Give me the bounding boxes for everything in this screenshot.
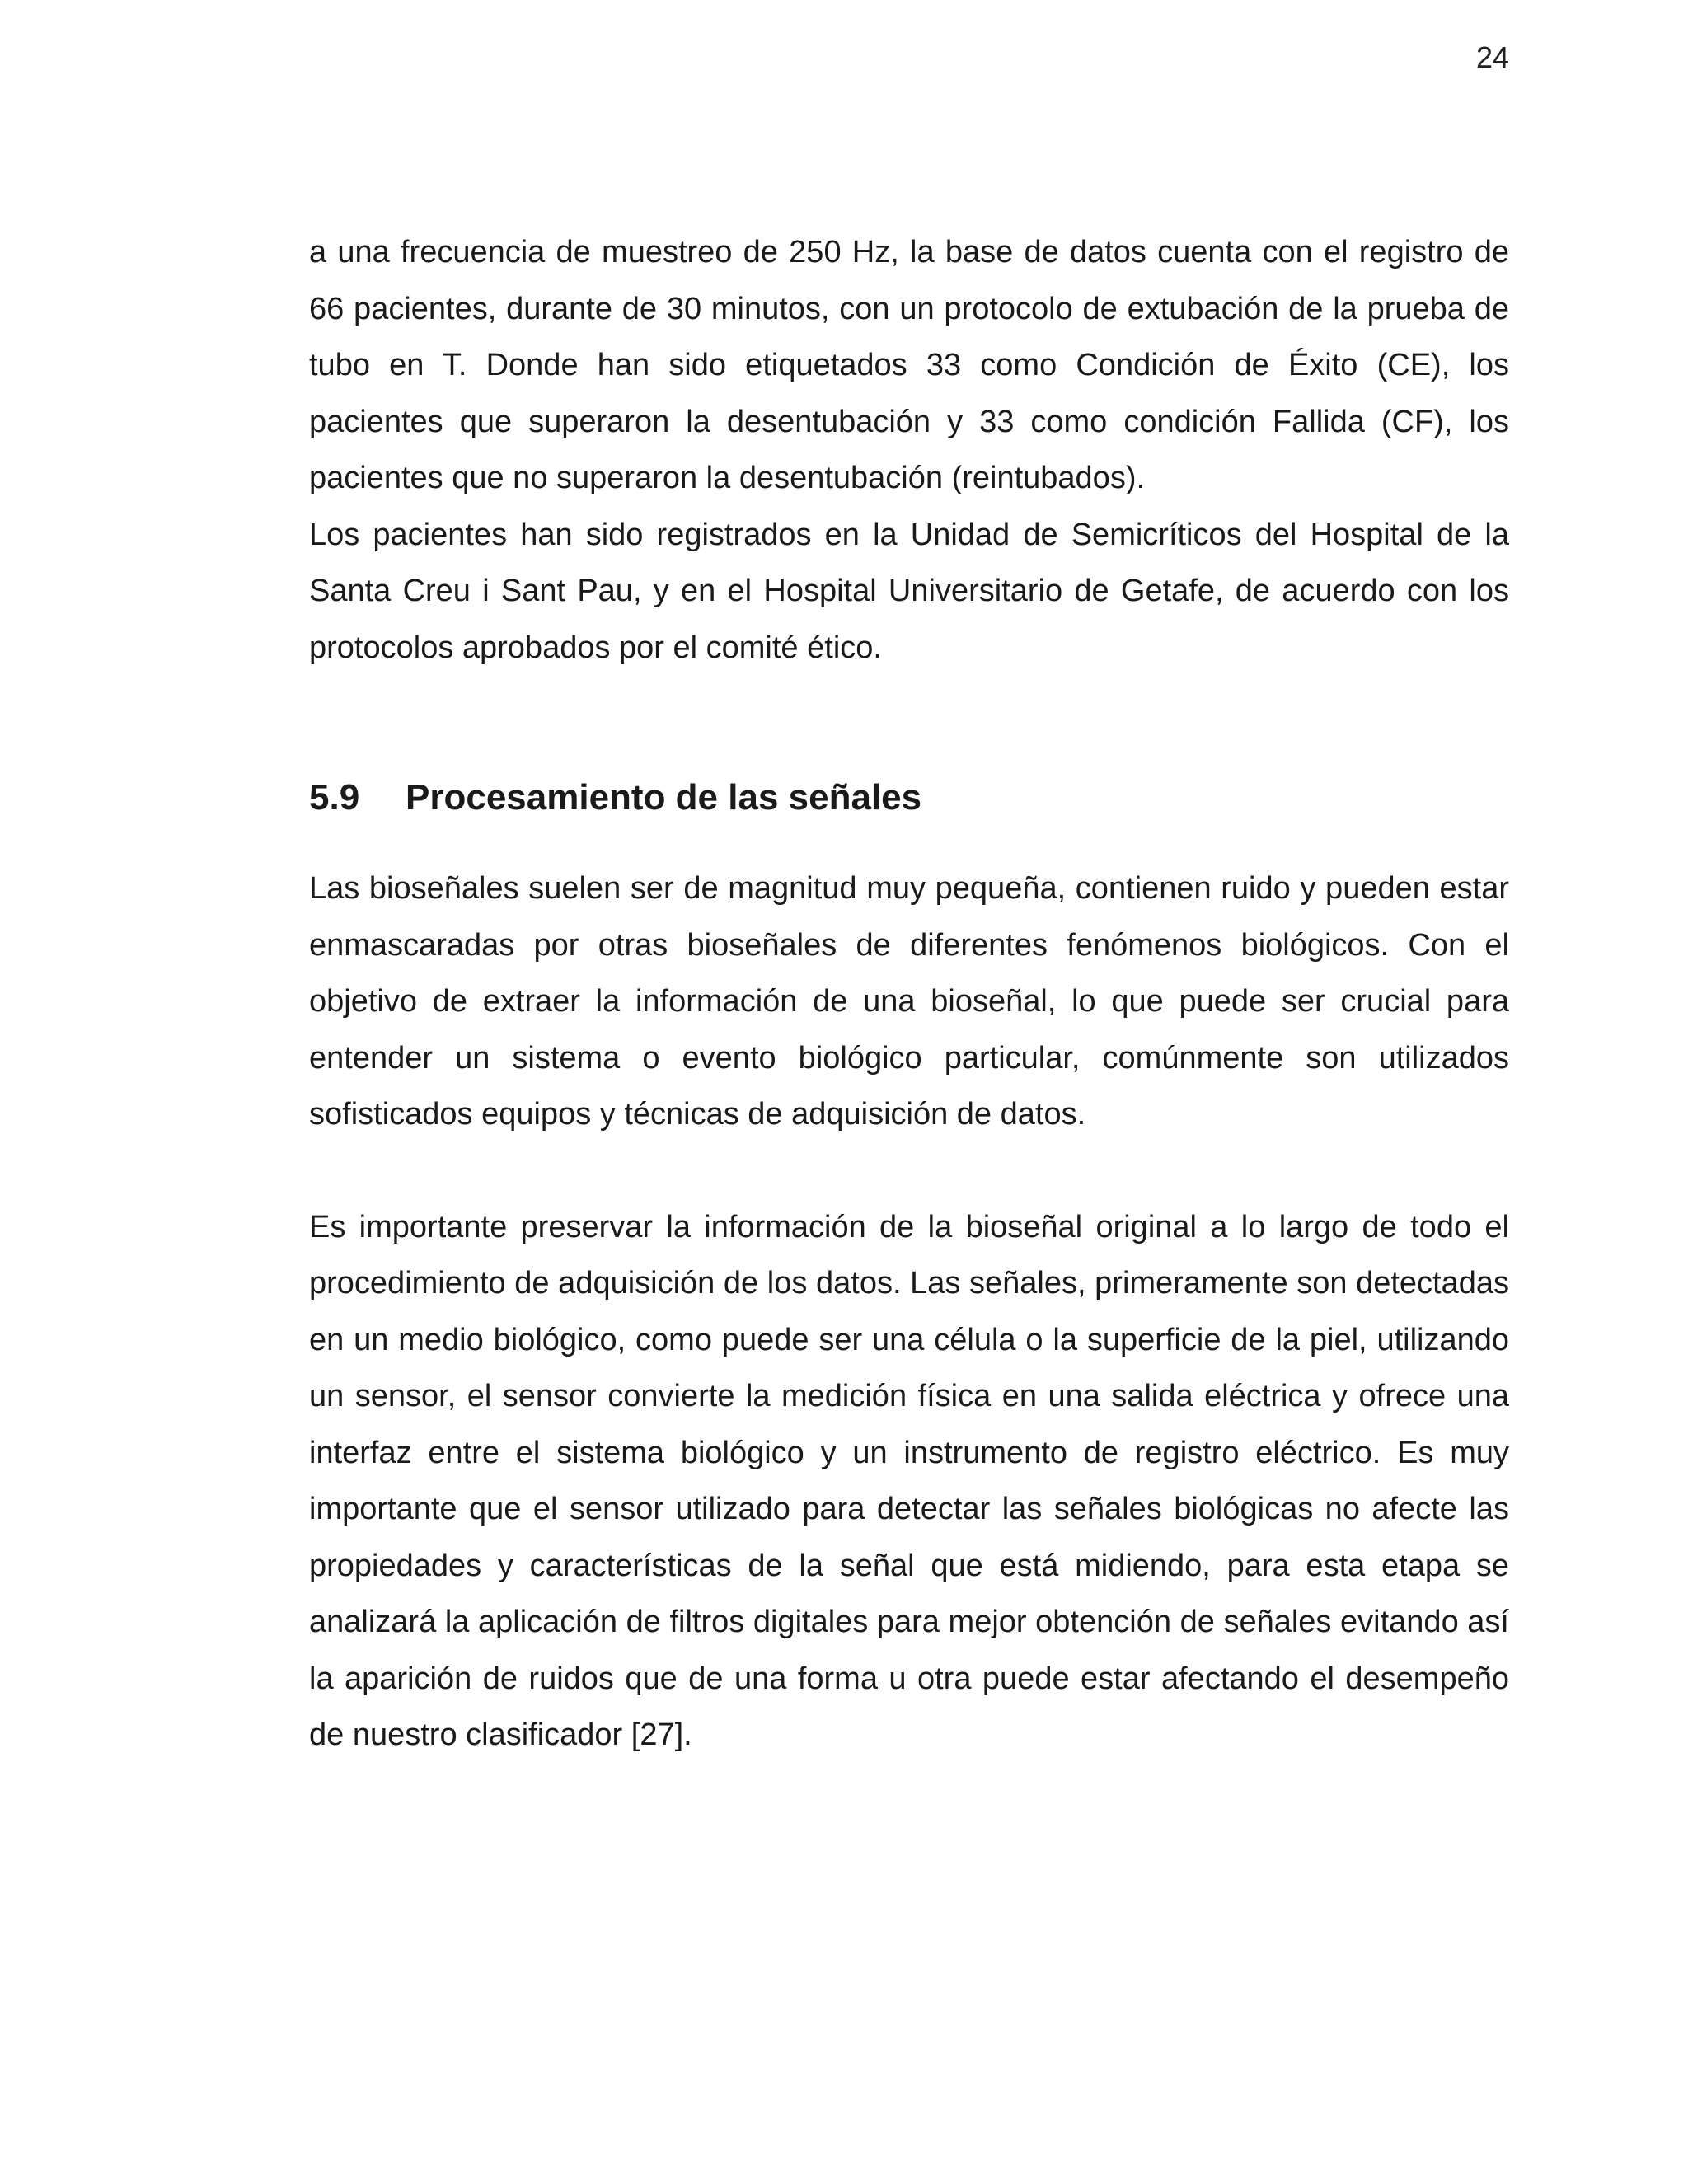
paragraph-patient-registration: Los pacientes han sido registrados en la Unidad de Semicríticos del Hospital de la Santa Creu i Sant Pau, y en el Hospital Universitario de Getafe, de acuerdo con los protocolos aprobados por el comité ético. (309, 517, 1509, 665)
spacer (309, 1143, 1509, 1199)
paragraph-signal-acquisition: Es importante preservar la información de la bioseñal original a lo largo de todo el procedimiento de adquisición de los datos. Las señales, primeramente son detectadas en un medio biológico, como puede ser una célula o la superficie de la piel, utilizando un sensor, el sensor convierte la medición física en una salida eléctrica y ofrece una interfaz entre el sistema biológico y un instrumento de registro eléctrico. Es muy importante que el sensor utilizado para detectar las señales biológicas no afecte las propiedades y características de la señal que está midiendo, para esta etapa se analizará la aplicación de filtros digitales para mejor obtención de señales evitando así la aparición de ruidos que de una forma u otra puede estar afectando el desempeño de nuestro clasificador [27]. (309, 1209, 1509, 1752)
paragraph-database-description: a una frecuencia de muestreo de 250 Hz, la base de datos cuenta con el registro de 66 pacientes, durante de 30 minutos, con un protocolo de extubación de la prueba de tubo en T. Donde han sido etiquetados 33 como Condición de Éxito (CE), los pacientes que superaron la desentubación y 33 como condición Fallida (CF), los pacientes que no superaron la desentubación (reintubados). (309, 235, 1509, 495)
paragraph-biosignals-intro: Las bioseñales suelen ser de magnitud muy pequeña, contienen ruido y pueden estar enmascaradas por otras bioseñales de diferentes fenómenos biológicos. Con el objetivo de extraer la información de una bioseñal, lo que puede ser crucial para entender un sistema o evento biológico particular, comúnmente son utilizados sofisticados equipos y técnicas de adquisición de datos. (309, 871, 1509, 1132)
page-number: 24 (1475, 40, 1509, 74)
spacer (309, 823, 1509, 860)
section-title: Procesamiento de las señales (406, 777, 922, 818)
section-number: 5.9 (309, 777, 360, 818)
page-content (309, 224, 1509, 1764)
section-heading (309, 773, 1509, 823)
spacer (309, 676, 1509, 773)
